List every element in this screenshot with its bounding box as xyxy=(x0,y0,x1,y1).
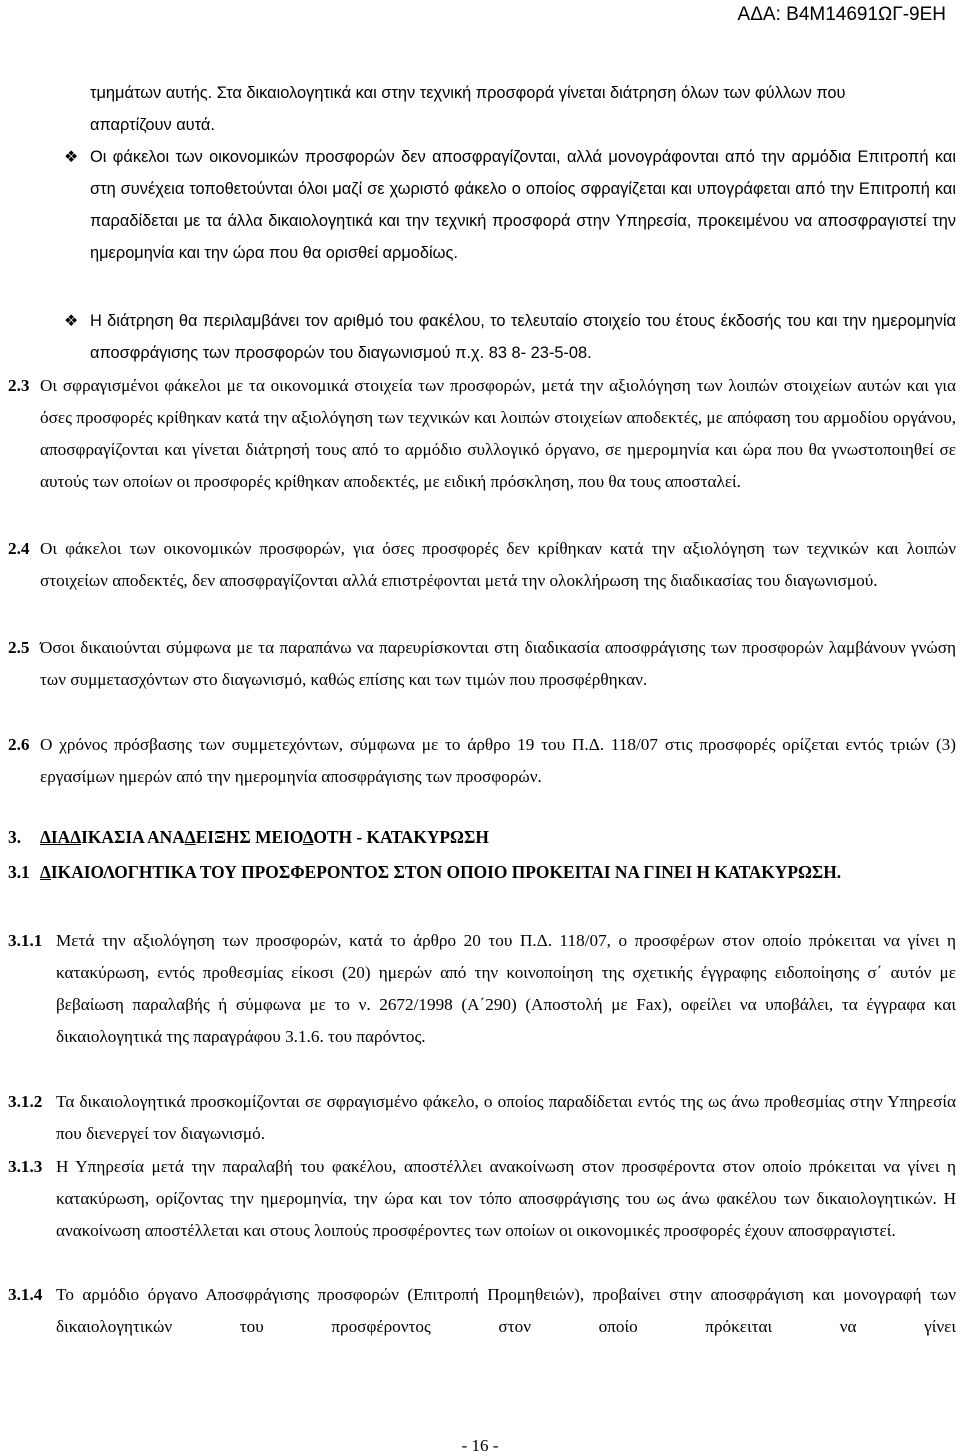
section-number: 2.3 xyxy=(8,376,30,395)
intro-paragraph: τμημάτων αυτής. Στα δικαιολογητικά και στην τεχνική προσφορά γίνεται διάτρηση όλων των φύλλων που απαρτίζουν αυτά. xyxy=(90,84,846,134)
subsection-number: 3.1.1 xyxy=(8,931,43,950)
section-paragraph: Όσοι δικαιούνται σύμφωνα με τα παραπάνω να παρευρίσκονται στη διαδικασία αποσφράγισης των προσφορών λαμβάνουν γνώση των συμμετασχόντων στο διαγωνισμό, καθώς επίσης και των τιμών που προσφέρθηκαν. xyxy=(40,638,956,689)
subchapter-heading: ΔΙΚΑΙΟΛΟΓΗΤΙΚΑ ΤΟΥ ΠΡΟΣΦΕΡΟΝΤΟΣ ΣΤΟΝ ΟΠΟΙΟ ΠΡΟΚΕΙΤΑΙ ΝΑ ΓΙΝΕΙ Η ΚΑΤΑΚΥΡΩΣΗ. xyxy=(40,862,842,882)
section-paragraph: Ο χρόνος πρόσβασης των συμμετεχόντων, σύμφωνα με το άρθρο 19 του Π.Δ. 118/07 στις προσφορές ορίζεται εντός τριών (3) εργασίμων ημερών από την ημερομηνία αποσφράγισης των προσφορών. xyxy=(40,735,956,786)
section-number: 2.6 xyxy=(8,735,30,754)
subsection-number: 3.1.3 xyxy=(8,1157,43,1176)
subsection-number: 3.1.4 xyxy=(8,1285,43,1304)
subsection-paragraph: Μετά την αξιολόγηση των προσφορών, κατά το άρθρο 20 του Π.Δ. 118/07, ο προσφέρων στον οποίο πρόκειται να γίνει η κατακύρωση, εντός προθεσμίας είκοσι (20) ημερών από την κοινοποίηση της σχετικής έγγραφης ειδοποίησης σ΄ αυτόν με βεβαίωση παραλαβής ή σύμφωνα με το ν. 2672/1998 (Α΄290) (Αποστολή με Fax), οφείλει να υποβάλει, τα έγγραφα και δικαιολογητικά της παραγράφου 3.1.6. του παρόντος. xyxy=(56,931,956,1046)
subsection-paragraph: Το αρμόδιο όργανο Αποσφράγισης προσφορών (Επιτροπή Προμηθειών), προβαίνει στην αποσφράγιση και μονογραφή των δικαιολογητικών του προσφέροντος στον οποίο πρόκειται να γίνει xyxy=(56,1285,956,1336)
section-paragraph: Οι σφραγισμένοι φάκελοι με τα οικονομικά στοιχεία των προσφορών, μετά την αξιολόγηση των λοιπών στοιχείων αυτών και για όσες προσφορές κρίθηκαν κατά την αξιολόγηση των τεχνικών και λοιπών στοιχείων αποδεκτές, με απόφαση του αρμοδίου οργάνου, αποσφραγίζονται και γίνεται διάτρησή τους από το αρμόδιο συλλογικό όργανο, σε ημερομηνία και ώρα που θα γνωστοποιηθεί σε αυτούς των οποίων οι προσφορές κρίθηκαν αποδεκτές, με ειδική πρόσκληση, που θα τους αποσταλεί. xyxy=(40,376,956,491)
bullet-paragraph: Οι φάκελοι των οικονομικών προσφορών δεν αποσφραγίζονται, αλλά μονογράφονται από την αρμόδια Επιτροπή και στη συνέχεια τοποθετούνται όλοι μαζί σε χωριστό φάκελο ο οποίος σφραγίζεται και υπογράφεται από την Επιτροπή και παραδίδεται με τα άλλα δικαιολογητικά και την τεχνική προσφορά στην Υπηρεσία, προκειμένου να αποσφραγιστεί την ημερομηνία και την ώρα που θα ορισθεί αρμοδίως. xyxy=(90,148,956,262)
section-number: 2.5 xyxy=(8,638,30,657)
bullet-paragraph: Η διάτρηση θα περιλαμβάνει τον αριθμό του φακέλου, το τελευταίο στοιχείο του έτους έκδοσής του και την ημερομηνία αποσφράγισης των προσφορών του διαγωνισμού π.χ. 83 8- 23-5-08. xyxy=(90,312,956,362)
section-number: 2.4 xyxy=(8,539,30,558)
diamond-bullet-icon: ❖ xyxy=(64,147,79,166)
subsection-paragraph: Τα δικαιολογητικά προσκομίζονται σε σφραγισμένο φάκελο, ο οποίος παραδίδεται εντός της ως άνω προθεσμίας στην Υπηρεσία που διενεργεί τον διαγωνισμό. xyxy=(56,1092,956,1143)
document-code: ΑΔΑ: Β4Μ14691ΩΓ-9ΕΗ xyxy=(737,4,946,25)
heading-number: 3. xyxy=(8,827,22,847)
heading-number: 3.1 xyxy=(8,862,30,882)
subsection-number: 3.1.2 xyxy=(8,1092,43,1111)
section-paragraph: Οι φάκελοι των οικονομικών προσφορών, για όσες προσφορές δεν κρίθηκαν κατά την αξιολόγηση των τεχνικών και λοιπών στοιχείων αποδεκτές, δεν αποσφραγίζονται αλλά επιστρέφονται μετά την ολοκλήρωση της διαδικασίας του διαγωνισμού. xyxy=(40,539,956,590)
chapter-heading: ΔΙΑΔΙΚΑΣΙΑ ΑΝΑΔΕΙΞΗΣ ΜΕΙΟΔΟΤΗ - ΚΑΤΑΚΥΡΩΣΗ xyxy=(40,827,489,847)
page-number: - 16 - xyxy=(461,1436,499,1455)
subsection-paragraph: Η Υπηρεσία μετά την παραλαβή του φακέλου, αποστέλλει ανακοίνωση στον προσφέροντα στον οποίο πρόκειται να γίνει η κατακύρωση, ορίζοντας την ημερομηνία, την ώρα και τον τόπο αποσφράγισης του ως άνω φακέλου των δικαιολογητικών. Η ανακοίνωση αποστέλλεται και στους λοιπούς προσφέροντες των οποίων οι οικονομικές προσφορές έχουν αποσφραγιστεί. xyxy=(56,1157,956,1240)
diamond-bullet-icon: ❖ xyxy=(64,311,79,330)
